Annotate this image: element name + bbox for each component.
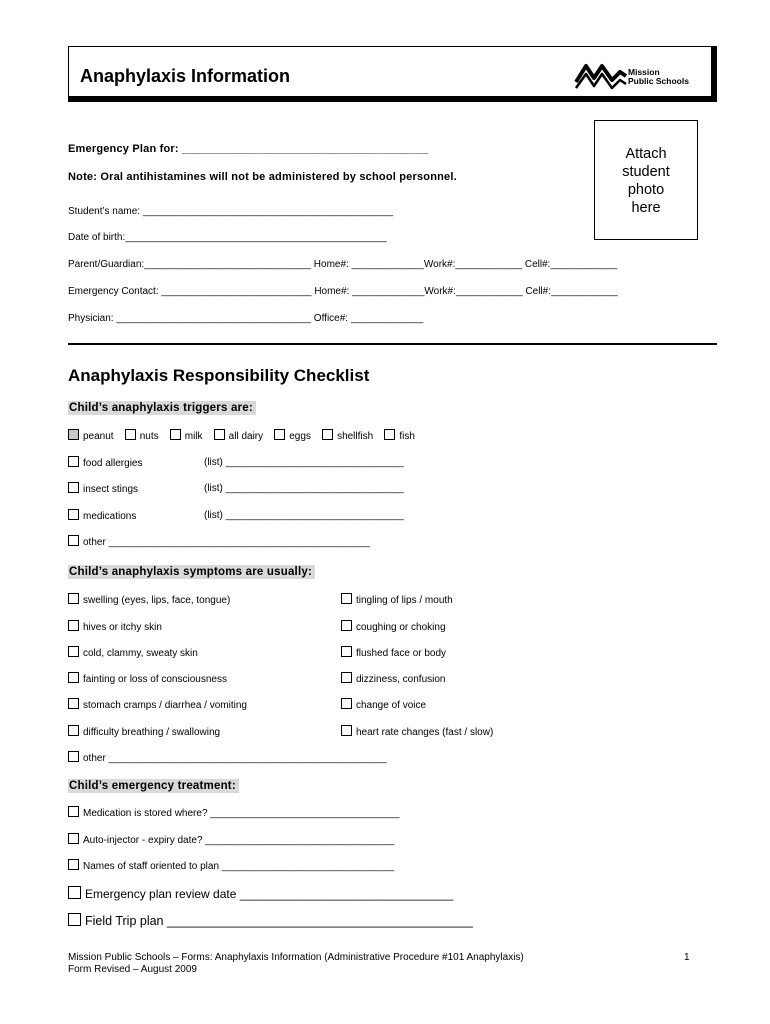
insect-stings-list[interactable]: (list) ________________________________: [204, 483, 404, 494]
food-allergies-list[interactable]: (list) ________________________________: [204, 457, 404, 468]
triggers-row: [68, 429, 415, 442]
medications-list[interactable]: (list) ________________________________: [204, 510, 404, 521]
treatment-item-0[interactable]: Medication is stored where? __________________________________: [68, 806, 399, 819]
food-allergies-item[interactable]: food allergies: [68, 456, 142, 469]
triggers-heading: Child’s anaphylaxis triggers are:: [68, 401, 256, 415]
checkbox-icon[interactable]: [68, 593, 79, 604]
medications-item[interactable]: medications: [68, 509, 136, 522]
other-symptom-item[interactable]: other __________________________________________________: [68, 751, 387, 764]
checkbox-icon[interactable]: [341, 725, 352, 736]
photo-line4: here: [631, 200, 661, 216]
checkbox-icon[interactable]: [68, 482, 79, 493]
photo-line1: Attach: [625, 146, 667, 162]
symptom-left-1[interactable]: hives or itchy skin: [68, 620, 162, 633]
symptom-right-2[interactable]: flushed face or body: [341, 646, 446, 659]
dob-field[interactable]: Date of birth:_______________________________________________: [68, 232, 387, 243]
checkbox-icon[interactable]: [68, 725, 79, 736]
symptom-left-5[interactable]: difficulty breathing / swallowing: [68, 725, 220, 738]
footer-line1: Mission Public Schools – Forms: Anaphylaxis Information (Administrative Procedure #101 Anaphylaxis): [68, 952, 524, 963]
photo-box[interactable]: [594, 120, 698, 240]
checkbox-icon[interactable]: [68, 913, 81, 926]
photo-line2: student: [622, 164, 670, 180]
symptom-left-3[interactable]: fainting or loss of consciousness: [68, 672, 227, 685]
field-trip-item[interactable]: Field Trip plan ____________________________________________: [68, 913, 473, 928]
trigger-shellfish[interactable]: shellfish: [322, 431, 373, 442]
checkbox-icon[interactable]: [68, 672, 79, 683]
logo-line1: Mission: [628, 67, 660, 77]
checkbox-icon[interactable]: [68, 509, 79, 520]
trigger-milk[interactable]: milk: [170, 431, 203, 442]
symptom-right-0[interactable]: tingling of lips / mouth: [341, 593, 453, 606]
student-name-field[interactable]: Student’s name: _____________________________________________: [68, 206, 394, 217]
checkbox-icon[interactable]: [322, 429, 333, 440]
treatment-item-2[interactable]: Names of staff oriented to plan _______________________________: [68, 859, 394, 872]
page-number: 1: [684, 952, 690, 963]
checkbox-icon[interactable]: [68, 456, 79, 467]
checkbox-icon[interactable]: [125, 429, 136, 440]
emergency-contact-field[interactable]: Emergency Contact: ___________________________ Home#: _____________Work#:____________ Cell#:____________: [68, 286, 618, 297]
checkbox-icon[interactable]: [68, 646, 79, 657]
checkbox-icon[interactable]: [274, 429, 285, 440]
checkbox-icon[interactable]: [68, 620, 79, 631]
symptom-right-5[interactable]: heart rate changes (fast / slow): [341, 725, 493, 738]
symptom-left-2[interactable]: cold, clammy, sweaty skin: [68, 646, 198, 659]
mission-logo-icon: [574, 60, 628, 90]
checkbox-icon[interactable]: [68, 886, 81, 899]
logo-line2: Public Schools: [628, 76, 689, 86]
trigger-fish[interactable]: fish: [384, 431, 415, 442]
parent-guardian-field[interactable]: Parent/Guardian:______________________________ Home#: _____________Work#:____________ Cell#:____________: [68, 259, 618, 270]
symptom-right-3[interactable]: dizziness, confusion: [341, 672, 446, 685]
checkbox-icon[interactable]: [341, 593, 352, 604]
section-divider: [68, 343, 717, 345]
checkbox-icon[interactable]: [341, 698, 352, 709]
checkbox-icon[interactable]: [170, 429, 181, 440]
symptoms-heading: Child’s anaphylaxis symptoms are usually:: [68, 565, 315, 579]
checkbox-icon[interactable]: [341, 672, 352, 683]
note-text: Note: Oral antihistamines will not be administered by school personnel.: [68, 171, 457, 183]
insect-stings-item[interactable]: insect stings: [68, 482, 138, 495]
photo-line3: photo: [627, 182, 665, 198]
symptom-right-4[interactable]: change of voice: [341, 698, 426, 711]
review-date-item[interactable]: Emergency plan review date ________________________________: [68, 886, 453, 901]
trigger-nuts[interactable]: nuts: [125, 431, 159, 442]
page-title: Anaphylaxis Information: [80, 66, 291, 86]
footer: [68, 952, 524, 976]
checkbox-icon[interactable]: [68, 535, 79, 546]
checkbox-icon[interactable]: [68, 429, 79, 440]
trigger-eggs[interactable]: eggs: [274, 431, 311, 442]
checkbox-icon[interactable]: [341, 620, 352, 631]
emergency-plan-field[interactable]: Emergency Plan for: _______________________________________: [68, 143, 429, 155]
checkbox-icon[interactable]: [341, 646, 352, 657]
checkbox-icon[interactable]: [68, 751, 79, 762]
footer-line2: Form Revised – August 2009: [68, 964, 197, 975]
treatment-item-1[interactable]: Auto-injector - expiry date? __________________________________: [68, 833, 394, 846]
treatment-heading: Child’s emergency treatment:: [68, 779, 239, 793]
symptom-left-4[interactable]: stomach cramps / diarrhea / vomiting: [68, 698, 247, 711]
trigger-peanut[interactable]: peanut: [68, 431, 114, 442]
symptom-right-1[interactable]: coughing or choking: [341, 620, 446, 633]
other-trigger-item[interactable]: other _______________________________________________: [68, 535, 370, 548]
trigger-all-dairy[interactable]: all dairy: [214, 431, 263, 442]
checkbox-icon[interactable]: [68, 833, 79, 844]
physician-field[interactable]: Physician: ___________________________________ Office#: _____________: [68, 313, 424, 324]
logo-text: [628, 68, 689, 86]
checkbox-icon[interactable]: [384, 429, 395, 440]
checkbox-icon[interactable]: [68, 859, 79, 870]
checkbox-icon[interactable]: [68, 806, 79, 817]
symptom-left-0[interactable]: swelling (eyes, lips, face, tongue): [68, 593, 230, 606]
checklist-title: Anaphylaxis Responsibility Checklist: [68, 366, 370, 385]
checkbox-icon[interactable]: [214, 429, 225, 440]
checkbox-icon[interactable]: [68, 698, 79, 709]
